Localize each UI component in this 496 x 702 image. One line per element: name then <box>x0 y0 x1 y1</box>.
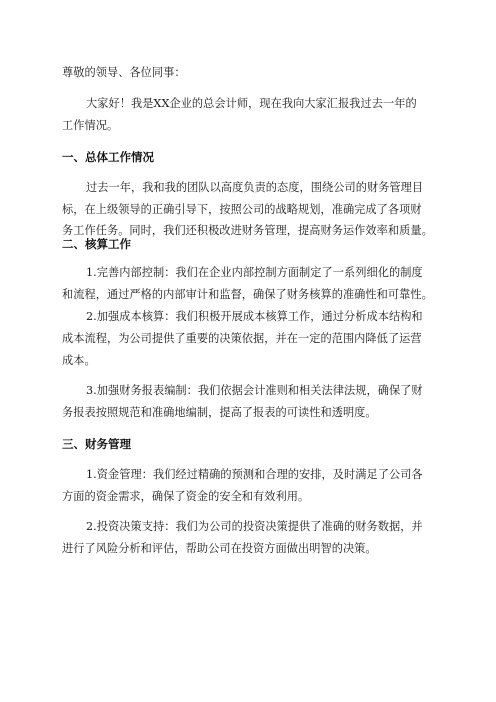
paragraph-line: 务报表按照规范和准确地编制，提高了报表的可读性和透明度。 <box>62 406 377 419</box>
paragraph-line: 务工作任务。同时，我们还积极改进财务管理，提高财务运作效率和质量。 <box>62 224 433 237</box>
paragraph-line: 2.加强成本核算：我们积极开展成本核算工作，通过分析成本结构和 <box>86 310 423 323</box>
paragraph-line: 方面的资金需求，确保了资金的安全和有效利用。 <box>62 490 310 503</box>
section-heading-financial-management: 三、财务管理 <box>62 437 131 451</box>
intro-line: 大家好！我是XX企业的总会计师，现在我向大家汇报我过去一年的 <box>86 97 417 110</box>
paragraph-line: 3.加强财务报表编制：我们依据会计准则和相关法律法规，确保了财 <box>86 384 423 397</box>
paragraph-line: 和流程，通过严格的内部审计和监督，确保了财务核算的准确性和可靠性。 <box>62 288 433 301</box>
paragraph-line: 成本。 <box>62 354 96 367</box>
salutation: 尊敬的领导、各位同事： <box>62 66 186 79</box>
section-heading-accounting: 二、核算工作 <box>62 237 131 251</box>
paragraph-line: 成本流程，为公司提供了重要的决策依据，并在一定的范围内降低了运营 <box>62 332 422 345</box>
section-heading-overall: 一、总体工作情况 <box>62 150 154 164</box>
intro-line: 工作情况。 <box>62 119 119 132</box>
paragraph-line: 进行了风险分析和评估，帮助公司在投资方面做出明智的决策。 <box>62 542 377 555</box>
paragraph-line: 1.完善内部控制：我们在企业内部控制方面制定了一系列细化的制度 <box>86 266 423 279</box>
paragraph-line: 标，在上级领导的正确引导下，按照公司的战略规划，准确完成了各项财 <box>62 203 422 216</box>
paragraph-line: 过去一年，我和我的团队以高度负责的态度，围绕公司的财务管理目 <box>86 181 424 194</box>
paragraph-line: 1.资金管理：我们经过精确的预测和合理的安排，及时满足了公司各 <box>86 468 423 481</box>
paragraph-line: 2.投资决策支持：我们为公司的投资决策提供了准确的财务数据，并 <box>86 520 423 533</box>
